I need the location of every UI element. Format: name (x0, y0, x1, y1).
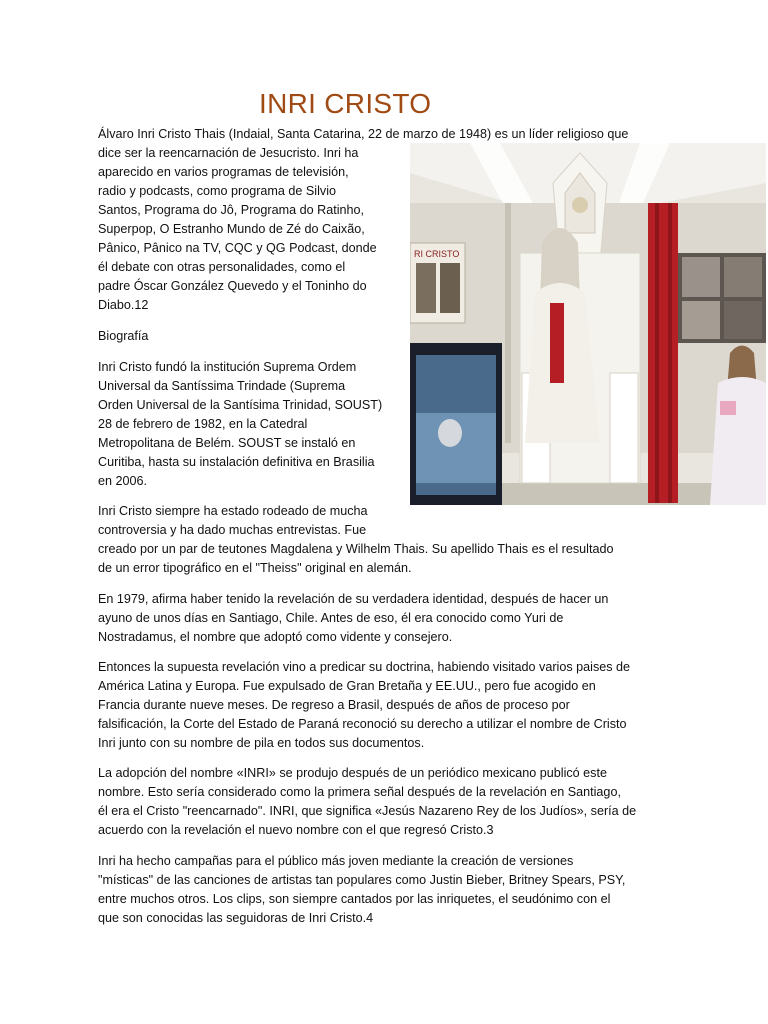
bio-line: en 2006. (98, 474, 148, 488)
bio-line: Inri ha hecho campañas para el público más joven mediante la creación de versiones (98, 854, 574, 868)
bio-line: Inri Cristo fundó la institución Suprema Ordem (98, 360, 357, 374)
intro-line: radio y podcasts, como programa de Silvio (98, 184, 336, 198)
intro-line: él debate con otras personalidades, como el (98, 260, 346, 274)
bio-line: falsificación, la Corte del Estado de Paraná reconoció su derecho a utilizar el nombre de Cristo (98, 717, 627, 731)
bio-line: acuerdo con la revelación el nuevo nombre con el que regresó Cristo.3 (98, 823, 494, 837)
bio-line: Curitiba, hasta su instalación definitiva en Brasilia (98, 455, 375, 469)
intro-line: Álvaro Inri Cristo Thais (Indaial, Santa Catarina, 22 de marzo de 1948) es un líder religioso que (98, 127, 629, 141)
bio-line: entre muchos otros. Los clips, son siempre cantados por las inriquetes, el seudónimo con el (98, 892, 611, 906)
svg-text:RI CRISTO: RI CRISTO (414, 249, 460, 259)
bio-line: Orden Universal de la Santísima Trinidad, SOUST) (98, 398, 383, 412)
bio-line: Entonces la supuesta revelación vino a predicar su doctrina, habiendo visitado varios paises de (98, 660, 631, 674)
bio-line: ayuno de unos días en Santiago, Chile. Antes de eso, él era conocido como Yuri de (98, 611, 564, 625)
photo-illustration (410, 143, 766, 505)
page-title: INRI CRISTO (259, 88, 432, 119)
photo-inri-cristo-throne (410, 143, 766, 505)
intro-line: Pânico, Pânico na TV, CQC y QG Podcast, donde (98, 241, 377, 255)
intro-line: Superpop, O Estranho Mundo de Zé do Caixão, (98, 222, 365, 236)
bio-line: Inri Cristo siempre ha estado rodeado de mucha (98, 504, 368, 518)
intro-line: Santos, Programa do Jô, Programa do Ratinho, (98, 203, 365, 217)
bio-line: Metropolitana de Belém. SOUST se instaló en (98, 436, 356, 450)
bio-line: En 1979, afirma haber tenido la revelación de su verdadera identidad, después de hacer un (98, 592, 609, 606)
intro-line: dice ser la reencarnación de Jesucristo. Inri ha (98, 146, 359, 160)
bio-line: que son conocidas las seguidoras de Inri Cristo.4 (98, 911, 374, 925)
bio-line: Inri junto con su nombre de pila en todos sus documentos. (98, 736, 425, 750)
bio-line: La adopción del nombre «INRI» se produjo después de un periódico mexicano publicó este (98, 766, 607, 780)
bio-line: Nostradamus, el nombre que adoptó como vidente y consejero. (98, 630, 453, 644)
bio-line: Francia durante nueve meses. De regreso a Brasil, después de años de proceso por (98, 698, 570, 712)
section-heading: Biografía (98, 329, 149, 343)
bio-line: controversia y ha dado muchas entrevistas. Fue (98, 523, 367, 537)
bio-line: Universal da Santíssima Trindade (Suprema (98, 379, 346, 393)
intro-line: Diabo.12 (98, 298, 149, 312)
bio-line: 28 de febrero de 1982, en la Catedral (98, 417, 308, 431)
bio-line: nombre. Esto sería considerado como la primera señal después de la revelación en Santiago, (98, 785, 621, 799)
intro-line: padre Óscar González Quevedo y el Toninho do (98, 279, 367, 293)
bio-line: de un error tipográfico en el "Theiss" original en alemán. (98, 561, 412, 575)
bio-line: creado por un par de teutones Magdalena y Wilhelm Thais. Su apellido Thais es el resultado (98, 542, 614, 556)
bio-line: América Latina y Europa. Fue expulsado de Gran Bretaña y EE.UU., pero fue acogido en (98, 679, 596, 693)
intro-line: aparecido en varios programas de televisión, (98, 165, 349, 179)
bio-line: él era el Cristo "reencarnado". INRI, que significa «Jesús Nazareno Rey de los Judíos», sería de (98, 804, 637, 818)
bio-line: "místicas" de las canciones de artistas tan populares como Justin Bieber, Britney Spears, PSY, (98, 873, 626, 887)
